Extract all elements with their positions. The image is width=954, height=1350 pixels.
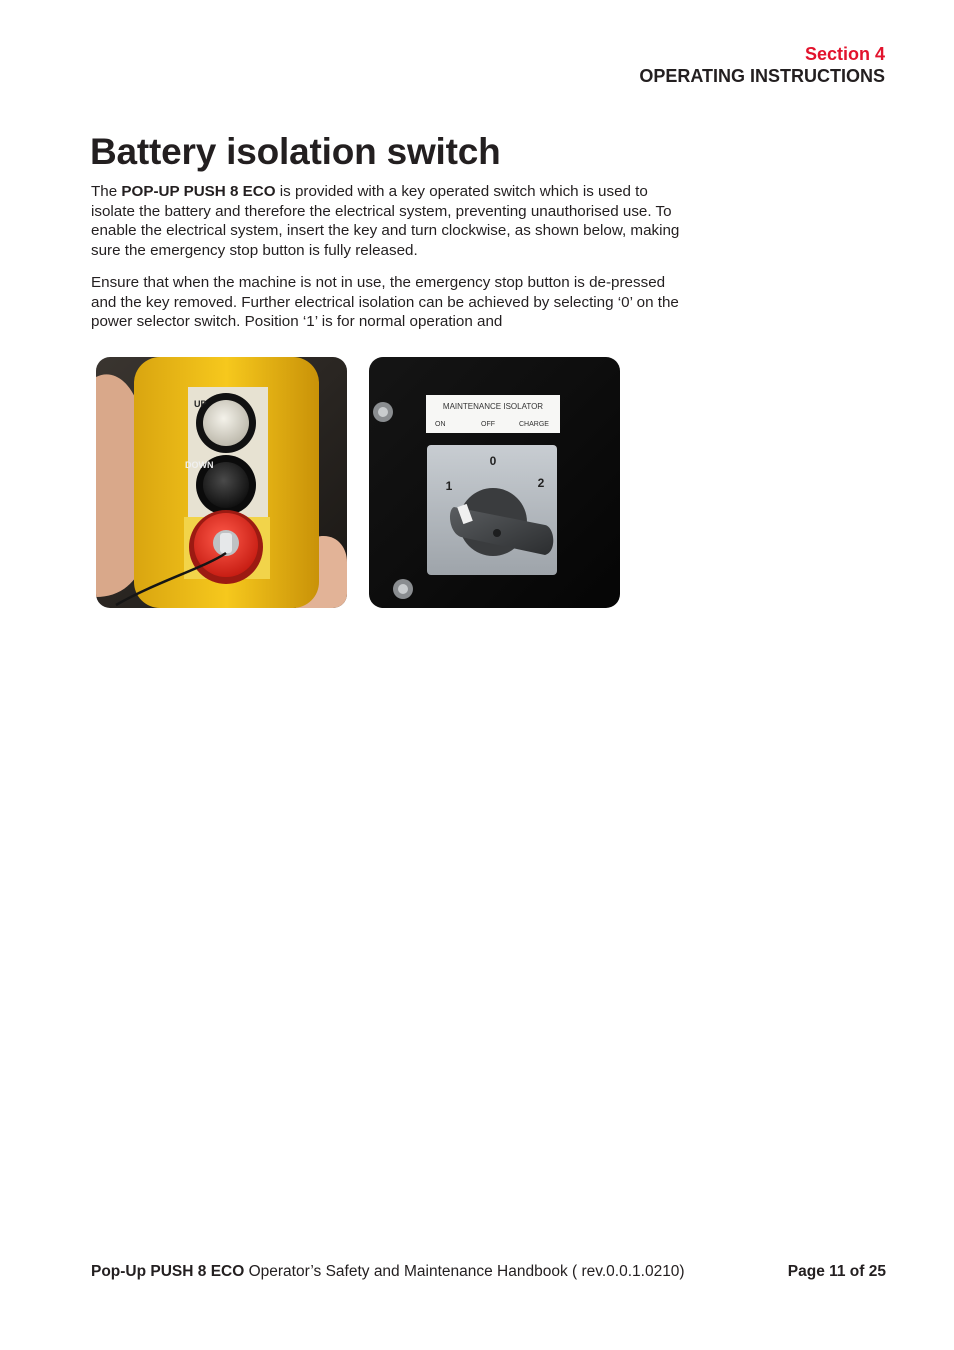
isolator-plate-on: ON <box>435 421 446 428</box>
isolator-pos-2: 2 <box>537 476 545 490</box>
isolator-illustration <box>369 357 620 608</box>
intro-paragraph <box>91 182 681 260</box>
intro-post: is provided with a key operated switch which is used to isolate the battery and therefore the electrical system, preventing unauthorised use. To enable the electrical system, insert the key and turn clockwise, as shown below, making sure the emergency stop button is fully released. <box>91 183 680 259</box>
isolator-plate-title: MAINTENANCE ISOLATOR <box>442 402 544 411</box>
isolator-photo <box>369 357 620 608</box>
footer-product: Pop-Up PUSH 8 ECO <box>91 1263 245 1280</box>
intro-pre: The <box>91 183 122 200</box>
isolator-pos-0: 0 <box>489 454 497 468</box>
page-number: Page 11 of 25 <box>787 1263 886 1280</box>
down-label: DOWN <box>185 460 214 470</box>
section-title: OPERATING INSTRUCTIONS <box>639 66 885 86</box>
product-name: POP-UP PUSH 8 ECO <box>121 183 276 200</box>
pendant-illustration <box>96 357 347 608</box>
pendant-photo <box>96 357 347 608</box>
isolator-pos-1: 1 <box>445 479 453 493</box>
footer-document <box>91 1262 685 1282</box>
section-label: Section 4 <box>804 44 885 64</box>
isolator-plate-charge: CHARGE <box>519 421 549 428</box>
isolation-paragraph: Ensure that when the machine is not in use, the emergency stop button is de-pressed and the key removed. Further electrical isolation can be achieved by selecting ‘0’ on the power selector switch. Position ‘1’ is for normal operation and <box>91 274 679 330</box>
page-title: Battery isolation switch <box>90 131 501 172</box>
footer-doc-title: Operator’s Safety and Maintenance Handbook ( rev.0.0.1.0210) <box>244 1263 685 1280</box>
isolator-plate-off: OFF <box>481 421 495 428</box>
section-header <box>639 43 885 87</box>
up-label: UP <box>194 399 207 409</box>
